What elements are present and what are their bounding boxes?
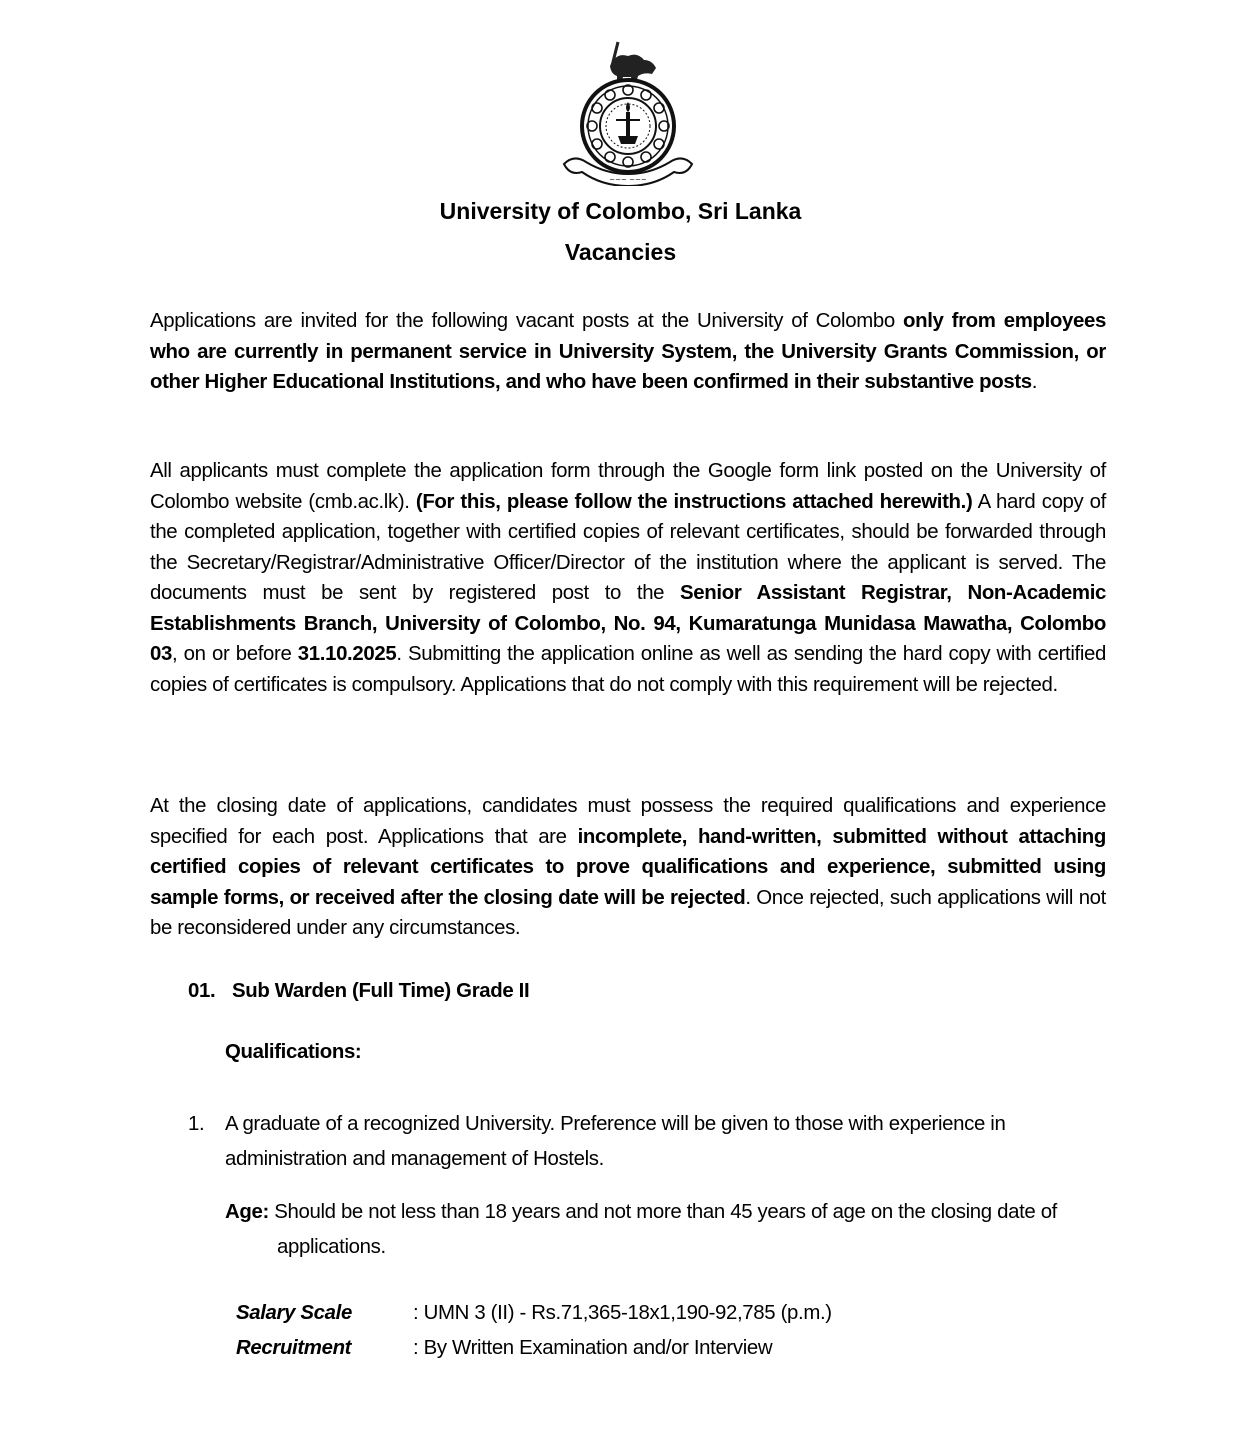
procedure-text-1: All applicants must complete the application form through the Google form link posted on the University of Colombo website (cmb.ac.lk).	[150, 460, 1106, 513]
svg-text:~~~ ~~~: ~~~ ~~~	[609, 176, 647, 184]
qualification-text: A graduate of a recognized University. Preference will be given to those with experience in administration and management of Hostels.	[225, 1113, 1006, 1170]
vacancies-heading: Vacancies	[564, 239, 677, 265]
closing-date: 31.10.2025	[297, 643, 397, 665]
procedure-text-4: . Submitting the application online as well as sending the hard copy with certified copies of certificates is compulsory. Applications that do not comply with this requirement will be rejected.	[150, 643, 1106, 696]
age-requirement	[225, 1195, 1107, 1265]
instructions-note: (For this, please follow the instructions attached herewith.)	[415, 490, 973, 513]
procedure-text-2: A hard copy of the completed application, together with certified copies of relevant certificates, should be forwarded through the Secretary/Registrar/Administrative Officer/Director of the institution where the applicant is served. The documents must be sent by registered post to the	[150, 490, 1106, 604]
rejection-text-2: . Once rejected, such applications will not be reconsidered under any circumstances.	[150, 886, 1106, 939]
eligibility-text-end: .	[1031, 371, 1038, 393]
age-label: Age:	[225, 1201, 269, 1223]
recruitment-value: : By Written Examination and/or Interview	[413, 1337, 773, 1359]
post-number: 01.	[188, 980, 216, 1002]
eligibility-text: Applications are invited for the following vacant posts at the University of Colombo	[150, 310, 903, 332]
procedure-text-3: , on or before	[171, 643, 298, 665]
salary-scale-value: : UMN 3 (II) - Rs.71,365-18x1,190-92,785 (p.m.)	[413, 1302, 832, 1324]
university-crest-icon	[560, 36, 696, 186]
rejection-conditions: incomplete, hand-written, submitted without attaching certified copies of relevant certificates to prove qualifications and experience, submitted using sample forms, or received after the closing date will be rejected	[150, 825, 1106, 909]
qualification-number: 1.	[188, 1113, 205, 1135]
eligibility-bold-text: only from employees who are currently in permanent service in University System, the University Grants Commission, or other Higher Educational Institutions, and who have been confirmed in their substantive posts	[150, 310, 1106, 393]
university-name-heading: University of Colombo, Sri Lanka	[439, 198, 802, 224]
salary-scale-label: Salary Scale	[236, 1302, 352, 1324]
rejection-criteria-paragraph	[150, 791, 1106, 944]
post-heading	[188, 980, 529, 1003]
rejection-text-1: At the closing date of applications, candidates must possess the required qualifications and experience specified for each post. Applications that are	[150, 795, 1106, 848]
application-procedure-paragraph	[150, 456, 1106, 700]
eligibility-paragraph	[150, 306, 1106, 398]
recruitment-label: Recruitment	[236, 1337, 352, 1359]
age-text: Should be not less than 18 years and not more than 45 years of age on the closing date of applications.	[268, 1201, 1058, 1258]
qualifications-heading: Qualifications:	[225, 1041, 362, 1063]
postal-address: Senior Assistant Registrar, Non-Academic Establishments Branch, University of Colombo, No. 94, Kumaratunga Munidasa Mawatha, Colombo 03	[150, 582, 1107, 665]
post-title: Sub Warden (Full Time) Grade II	[232, 980, 530, 1002]
